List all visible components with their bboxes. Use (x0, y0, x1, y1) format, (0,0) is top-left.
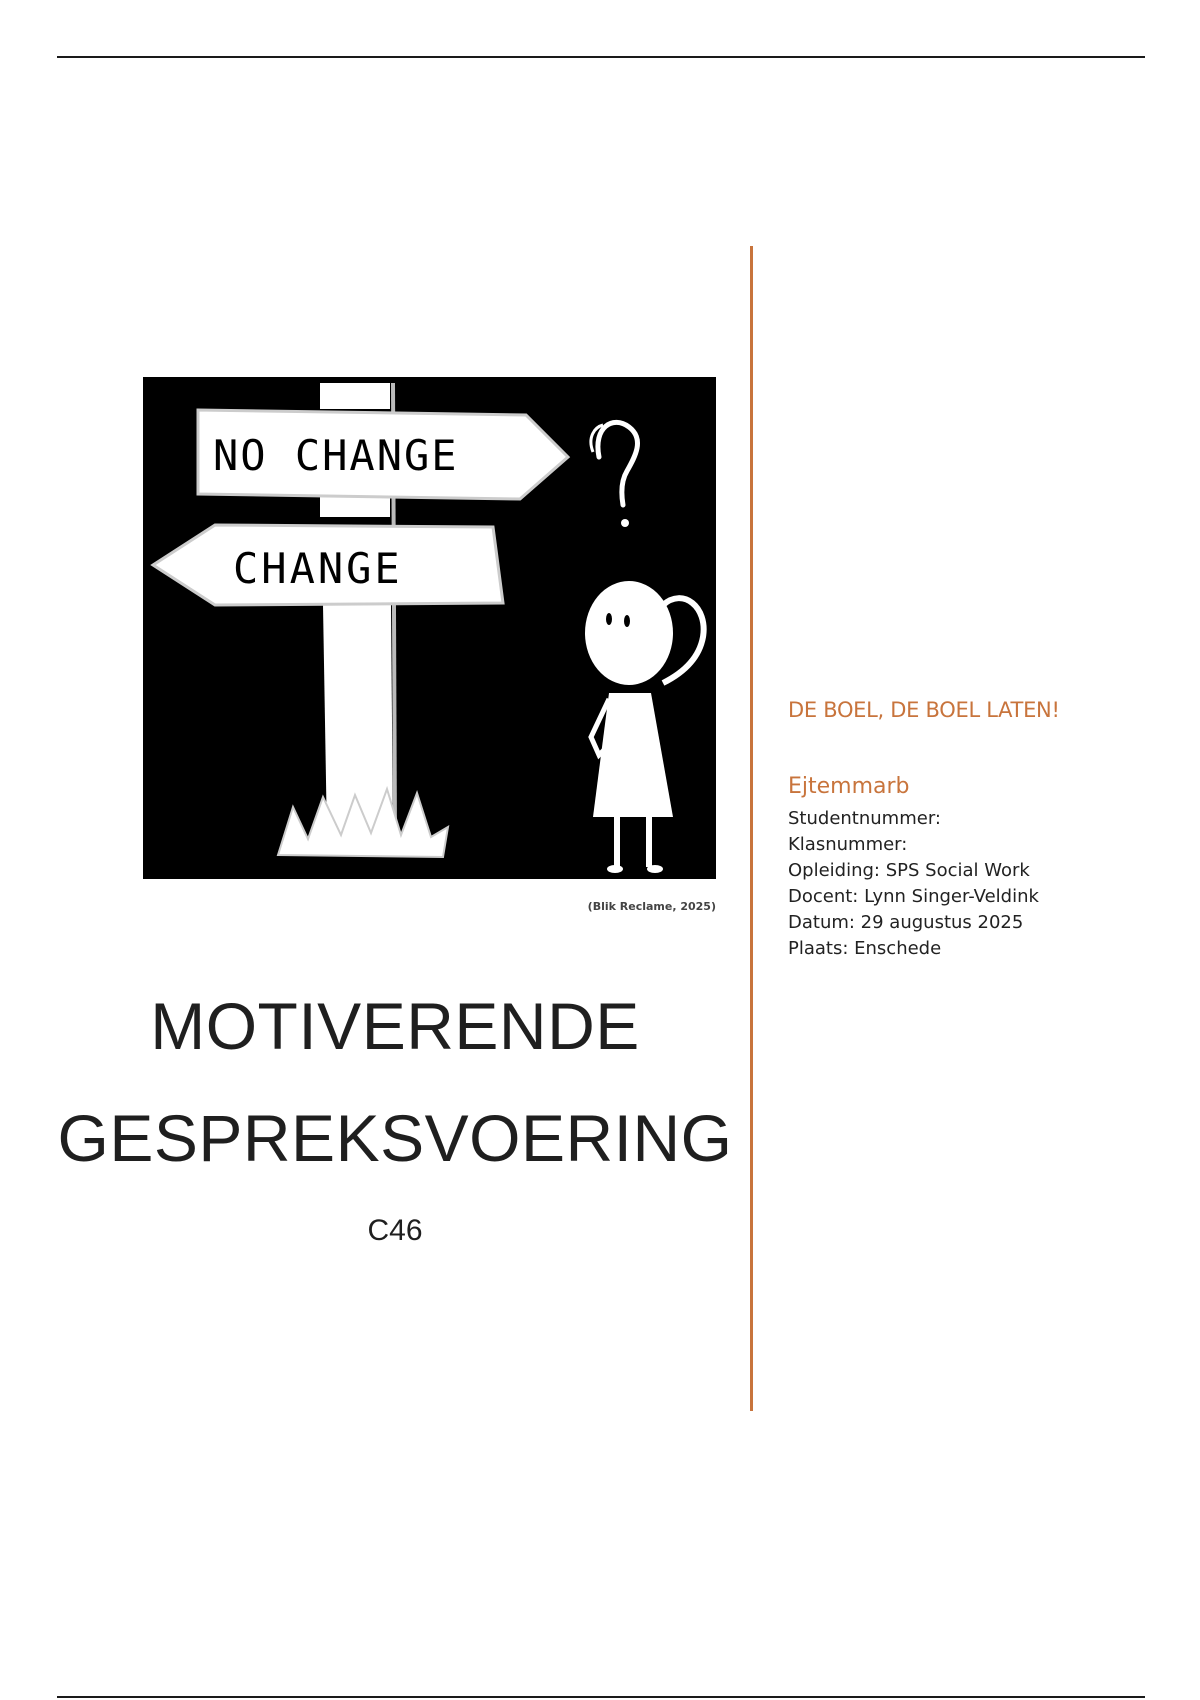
vertical-divider (750, 246, 753, 1411)
author-name: Ejtemmarb (788, 774, 910, 799)
meta-list (788, 806, 1039, 962)
page-title-line1: MOTIVERENDE (150, 989, 640, 1063)
meta-date: Datum: 29 augustus 2025 (788, 912, 1024, 933)
meta-programme: Opleiding: SPS Social Work (788, 860, 1030, 881)
meta-teacher: Docent: Lynn Singer-Veldink (788, 886, 1039, 907)
sign-no-change-text: NO CHANGE (213, 431, 459, 480)
image-caption: (Blik Reclame, 2025) (587, 900, 716, 913)
course-code: C46 (367, 1214, 423, 1247)
meta-class-number: Klasnummer: (788, 834, 908, 855)
meta-student-number: Studentnummer: (788, 808, 941, 829)
sign-change-text: CHANGE (233, 544, 403, 593)
cover-illustration (143, 377, 716, 879)
subtitle: DE BOEL, DE BOEL LATEN! (788, 698, 1060, 722)
bottom-rule (57, 1696, 1145, 1698)
meta-place: Plaats: Enschede (788, 938, 942, 959)
page-title-line2: GESPREKSVOERING (57, 1101, 733, 1175)
top-rule (57, 56, 1145, 58)
